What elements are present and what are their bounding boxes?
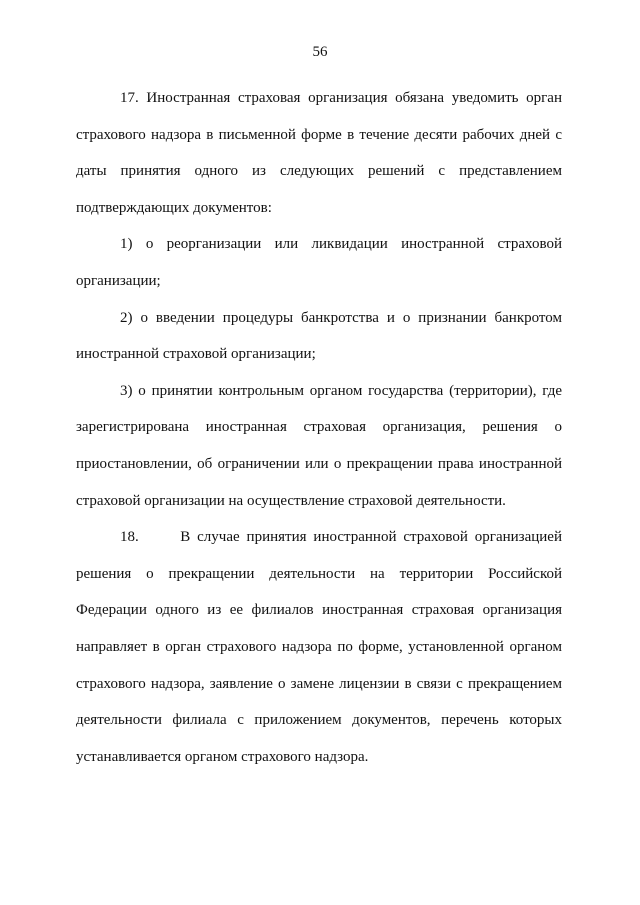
paragraph-17-item-3: 3) о принятии контрольным органом государства (территории), где зарегистрирована иностранная страховая организация, решения о приостановлении, об ограничении или о прекращении права иностранной страховой организации на осуществление страховой деятельности. xyxy=(76,382,562,509)
paragraph-18: 18. В случае принятия иностранной страховой организацией решения о прекращении деятельности на территории Российской Федерации одного из ее филиалов иностранная страховая организация направляет в орган страхового надзора по форме, установленной органом страхового надзора, заявление о замене лицензии в связи с прекращением деятельности филиала с приложением документов, перечень которых устанавливается органом страхового надзора. xyxy=(76,529,562,765)
page-number: 56 xyxy=(312,44,328,60)
document-body xyxy=(76,80,562,775)
paragraph-17: 17. Иностранная страховая организация обязана уведомить орган страхового надзора в письменной форме в течение десяти рабочих дней с даты принятия одного из следующих решений с представлением подтверждающих документов: xyxy=(76,90,562,216)
paragraph-17-item-2: 2) о введении процедуры банкротства и о признании банкротом иностранной страховой организации; xyxy=(76,309,562,363)
paragraph-17-item-1: 1) о реорганизации или ликвидации иностранной страховой организации; xyxy=(76,236,562,289)
